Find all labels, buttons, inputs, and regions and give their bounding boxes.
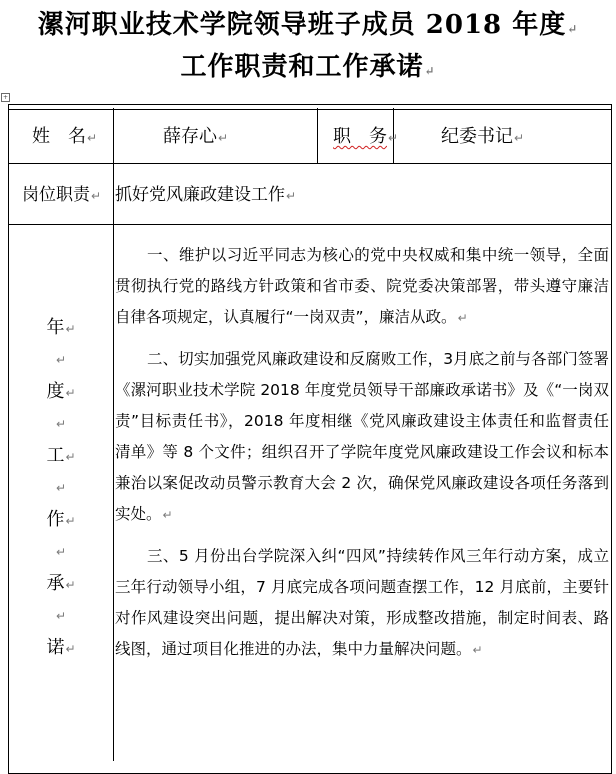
name-label: 姓 名↵ bbox=[32, 126, 98, 147]
paragraph-mark-icon: ↵ bbox=[457, 311, 468, 325]
commitment-label bbox=[9, 312, 113, 664]
paragraph-mark-icon: ↵ bbox=[472, 643, 483, 657]
table-row-divider bbox=[9, 224, 611, 225]
paragraph-mark-icon: ↵ bbox=[55, 353, 67, 367]
commitment-paragraph: 一、维护以习近平同志为核心的党中央权威和集中统一领导，全面贯彻执行党的路线方针政策和省市委、院党委决策部署，带头遵守廉洁自律各项规定，认真履行“一岗双责”，廉洁从政。↵ bbox=[115, 246, 609, 326]
paragraph-mark-icon: ↵ bbox=[55, 609, 67, 623]
paragraph-mark-icon: ↵ bbox=[87, 131, 98, 145]
commitment-label-char: 承↵ bbox=[46, 573, 76, 594]
paragraph-mark-icon: ↵ bbox=[55, 417, 67, 431]
commitment-label-char: 作↵ bbox=[46, 509, 76, 530]
paragraph-mark-icon: ↵ bbox=[55, 481, 67, 495]
commitment-label-char: 年↵ bbox=[46, 317, 76, 338]
commitment-label-char: 度↵ bbox=[46, 381, 76, 402]
paragraph-mark-icon: ↵ bbox=[218, 131, 229, 145]
paragraph-mark-icon: ↵ bbox=[91, 189, 102, 203]
position-label: 职 务↵ bbox=[333, 126, 399, 147]
paragraph-mark-icon: ↵ bbox=[162, 508, 173, 522]
paragraph-mark-icon: ↵ bbox=[55, 545, 67, 559]
commitment-label-char: 诺↵ bbox=[46, 637, 76, 658]
duty-label: 岗位职责↵ bbox=[22, 185, 102, 205]
paragraph-mark-icon: ↵ bbox=[424, 64, 436, 78]
position-value[interactable]: 纪委书记↵ bbox=[441, 126, 525, 147]
table-column-divider bbox=[317, 108, 318, 163]
name-value[interactable]: 薛存心↵ bbox=[163, 126, 229, 147]
table-row-divider bbox=[9, 163, 611, 164]
duty-value[interactable]: 抓好党风廉政建设工作↵ bbox=[115, 185, 297, 205]
paragraph-mark-icon: ↵ bbox=[388, 131, 399, 145]
commitment-paragraph: 三、5 月份出台学院深入纠“四风”持续转作风三年行动方案，成立三年行动领导小组，7 月底完成各项问题查摆工作，12 月底前，主要针对作风建设突出问题，提出解决对策，形成整改措施，制定时间表、路线图，通过项目化推进的办法，集中力量解决问题。↵ bbox=[115, 547, 609, 658]
document-title-line-1: 漯河职业技术学院领导班子成员 2018 年度↵ bbox=[37, 10, 579, 40]
commitment-text[interactable] bbox=[115, 240, 609, 676]
paragraph-mark-icon: ↵ bbox=[286, 189, 297, 203]
paragraph-mark-icon: ↵ bbox=[514, 131, 525, 145]
paragraph-mark-icon: ↵ bbox=[567, 22, 579, 36]
table-column-divider bbox=[113, 108, 114, 761]
commitment-label-char: 工↵ bbox=[46, 445, 76, 466]
commitment-paragraph: 二、切实加强党风廉政建设和反腐败工作，3月底之前与各部门签署《漯河职业技术学院 2018 年度党员领导干部廉政承诺书》及《“一岗双责”目标责任书》，2018 年度相继《党风廉政建设主体责任和监督责任清单》等 8 个文件；组织召开了学院年度党风廉政建设工作会议和标本兼治以案促改动员警示教育大会 2 次，确保党风廉政建设各项任务落到实处。↵ bbox=[115, 350, 609, 523]
table-move-handle-icon[interactable]: + bbox=[2, 94, 9, 101]
document-title-line-2: 工作职责和工作承诺↵ bbox=[180, 52, 436, 82]
